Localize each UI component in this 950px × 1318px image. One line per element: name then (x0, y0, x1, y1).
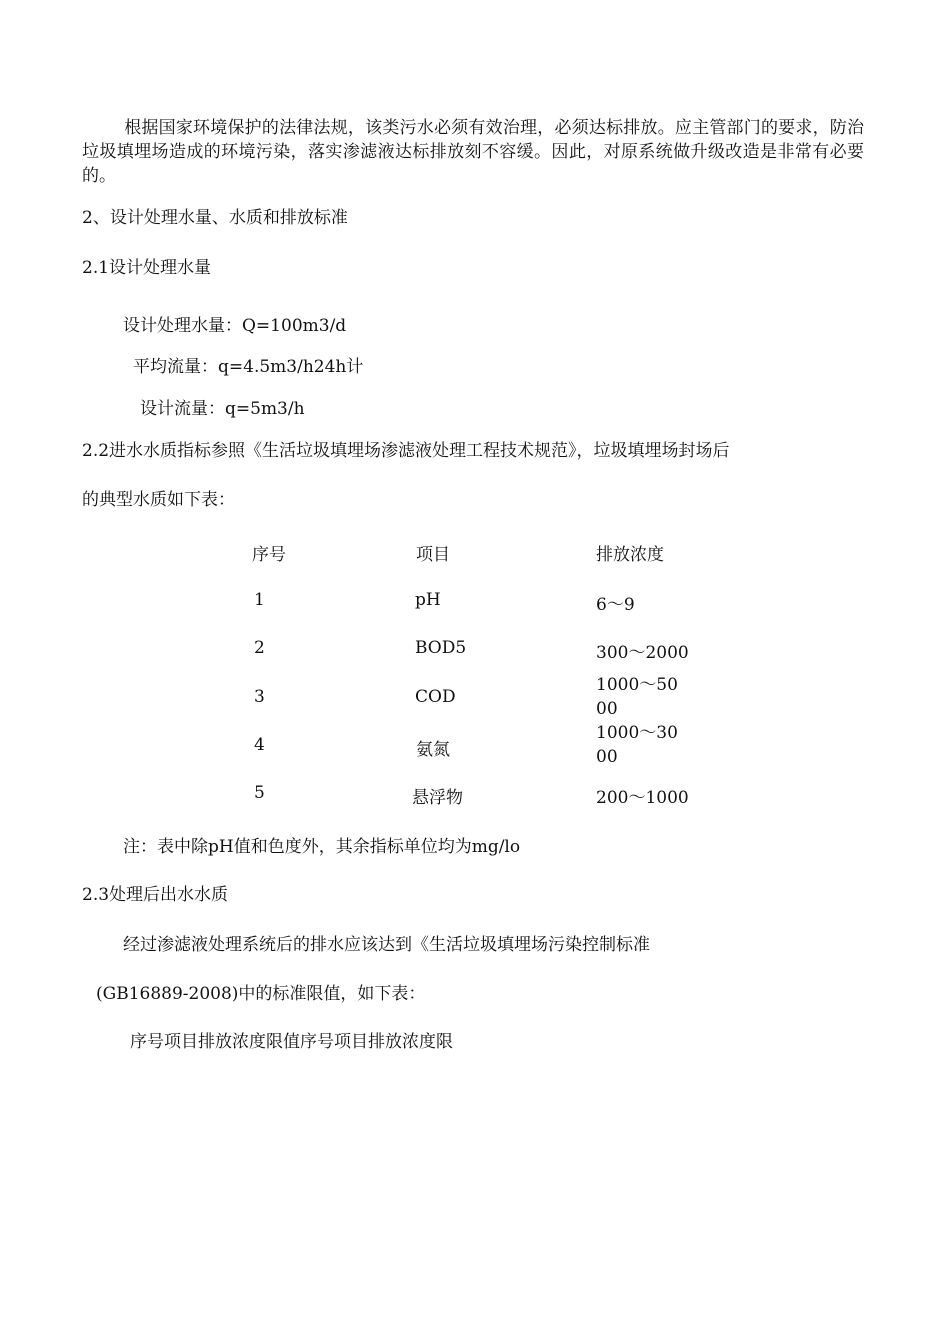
design-rate-line: 设计流量：q=5m3/h (140, 399, 305, 419)
table-row-4-index: 4 (254, 735, 265, 755)
table-row-5-concentration: 200〜1000 (596, 788, 689, 808)
table-row-5-item: 悬浮物 (412, 788, 463, 808)
table-row-3-index: 3 (254, 687, 265, 707)
table-row-2-index: 2 (254, 638, 265, 658)
section-2-3-line1: 经过渗滤液处理系统后的排水应该达到《生活垃圾填埋场污染控制标准 (123, 935, 650, 955)
table-row-1-item: pH (415, 590, 441, 610)
table-row-4-concentration: 1000〜3000 (596, 723, 678, 767)
section-2-2-line1: 2.2进水水质指标参照《生活垃圾填埋场渗滤液处理工程技术规范》，垃圾填埋场封场后 (82, 441, 730, 461)
table-header-index: 序号 (252, 545, 286, 565)
section-2-3-heading: 2.3处理后出水水质 (82, 885, 229, 905)
table-row-4-item: 氨氮 (416, 740, 450, 760)
table-row-5-index: 5 (254, 783, 265, 803)
table-header-concentration: 排放浓度 (596, 545, 664, 565)
table-header-item: 项目 (416, 545, 450, 565)
section-2-3-line2: (GB16889-2008)中的标准限值，如下表： (96, 984, 426, 1004)
average-flow-line: 平均流量：q=4.5m3/h24h计 (133, 357, 364, 377)
table-row-1-index: 1 (254, 590, 265, 610)
table-row-3-item: COD (415, 687, 456, 707)
table-row-1-concentration: 6〜9 (596, 595, 635, 615)
table2-header-line: 序号项目排放浓度限值序号项目排放浓度限 (130, 1032, 453, 1052)
intro-paragraph: 根据国家环境保护的法律法规，该类污水必须有效治理，必须达标排放。应主管部门的要求，防治垃圾填埋场造成的环境污染，落实渗滤液达标排放刻不容缓。因此，对原系统做升级改造是非常有必要的。 (82, 118, 864, 186)
table-row-2-item: BOD5 (415, 638, 467, 658)
table-note: 注：表中除pH值和色度外，其余指标单位均为mg/lo (123, 837, 521, 857)
design-flow-line: 设计处理水量：Q=100m3/d (123, 316, 347, 336)
section-2-2-line2: 的典型水质如下表： (82, 490, 235, 510)
table-row-2-concentration: 300〜2000 (596, 643, 689, 663)
section-2-1-heading: 2.1设计处理水量 (82, 258, 212, 278)
section-2-heading: 2、设计处理水量、水质和排放标准 (82, 208, 348, 228)
table-row-3-concentration: 1000〜5000 (596, 675, 678, 719)
